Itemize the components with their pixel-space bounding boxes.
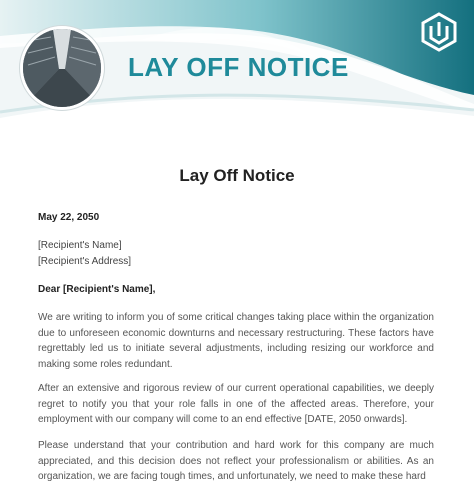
header-banner — [0, 0, 474, 140]
body-paragraph-3: Please understand that your contribution and hard work for this company are much appreciated, and this decision does not reflect your professionalism or abilities. As an organization, we are facing tough times, and unfortunately, we need to make these hard — [38, 440, 434, 482]
brand-logo-icon — [420, 12, 458, 52]
city-buildings-photo — [20, 26, 104, 110]
recipient-name: [Recipient's Name] — [38, 240, 122, 251]
letter-date: May 22, 2050 — [38, 212, 100, 223]
body-paragraph-2: After an extensive and rigorous review of our current operational capabilities, we deeply regret to notify you that your role falls in one of the affected areas. Therefore, your employment with our company will come to an end effective [DATE, 2050 onwards]. — [38, 383, 434, 425]
document-title: Lay Off Notice — [179, 166, 295, 185]
body-paragraph-1: We are writing to inform you of some critical changes taking place within the organization due to unforeseen economic downturns and necessary restructuring. These factors have regrettably led us to initiate several adjustments, including resizing our workforce and making some roles redundant. — [38, 312, 434, 370]
banner-title: LAY OFF NOTICE — [128, 52, 349, 82]
recipient-address: [Recipient's Address] — [38, 256, 132, 267]
salutation: Dear [Recipient's Name], — [38, 284, 156, 295]
